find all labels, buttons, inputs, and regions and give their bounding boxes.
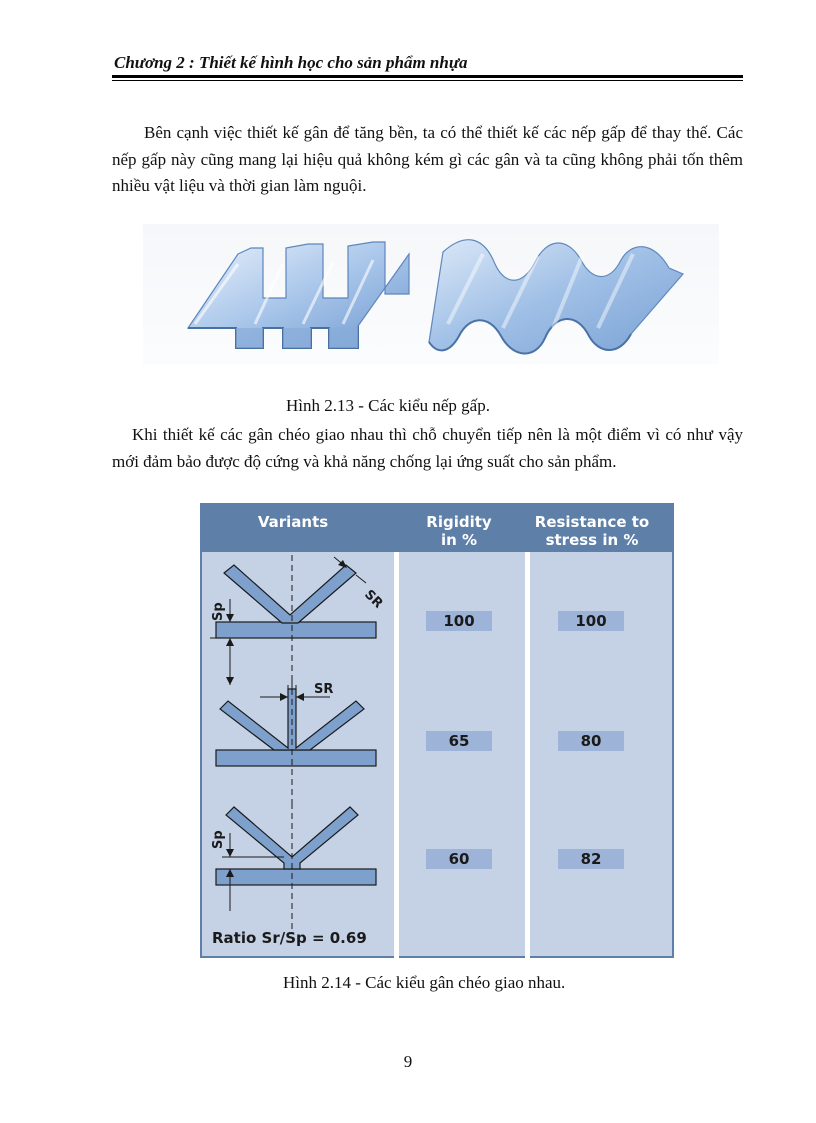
figure1-caption: Hình 2.13 - Các kiểu nếp gấp. [286,396,490,415]
col-resistance-label-1: Resistance to [534,513,650,531]
chapter-header: Chương 2 : Thiết kế hình học cho sản phẩm nhựa [114,53,468,72]
table-body [200,503,674,958]
col-variants-label: Variants [257,513,329,531]
col-rigidity-label-1: Rigidity [426,513,492,531]
resistance-value-1: 100 [575,612,607,630]
col-resistance-label-2: stress in % [545,531,639,549]
column-divider-2 [525,552,530,958]
figure-cross-rib-table [200,503,674,958]
sr-label-1: SR [361,587,386,612]
figure-fold-types [143,224,719,364]
col-rigidity-label-2: in % [440,531,478,549]
column-divider-1 [394,552,399,958]
ratio-label: Ratio Sr/Sp = 0.69 [212,929,367,947]
resistance-value-2: 80 [580,732,602,750]
sr-label-2: SR [314,682,334,697]
sp-label-3: Sp [211,830,226,849]
rigidity-value-2: 65 [448,732,470,750]
figure2-caption: Hình 2.14 - Các kiểu gân chéo giao nhau. [283,973,566,992]
resistance-value-3: 82 [580,850,602,868]
sp-label-1: Sp [211,602,226,621]
rigidity-value-1: 100 [443,612,475,630]
page-number: 9 [403,1052,413,1071]
paragraph-cross-ribs: Khi thiết kế các gân chéo giao nhau thì chỗ chuyển tiếp nên là một điểm vì có như vậy mới đảm bảo được độ cứng và khả năng chống lại ứng suất cho sản phẩm. [112,425,743,471]
header-rule-thin [112,80,743,81]
header-rule-thick [112,75,743,78]
rigidity-value-3: 60 [448,850,470,868]
paragraph-folds: Bên cạnh việc thiết kế gân để tăng bền, ta có thể thiết kế các nếp gấp để thay thế. Các nếp gấp này cũng mang lại hiệu quả không kém gì các gân và ta cũng không phải tốn thêm nhiều vật liệu và thời gian làm nguội. [112,123,743,195]
